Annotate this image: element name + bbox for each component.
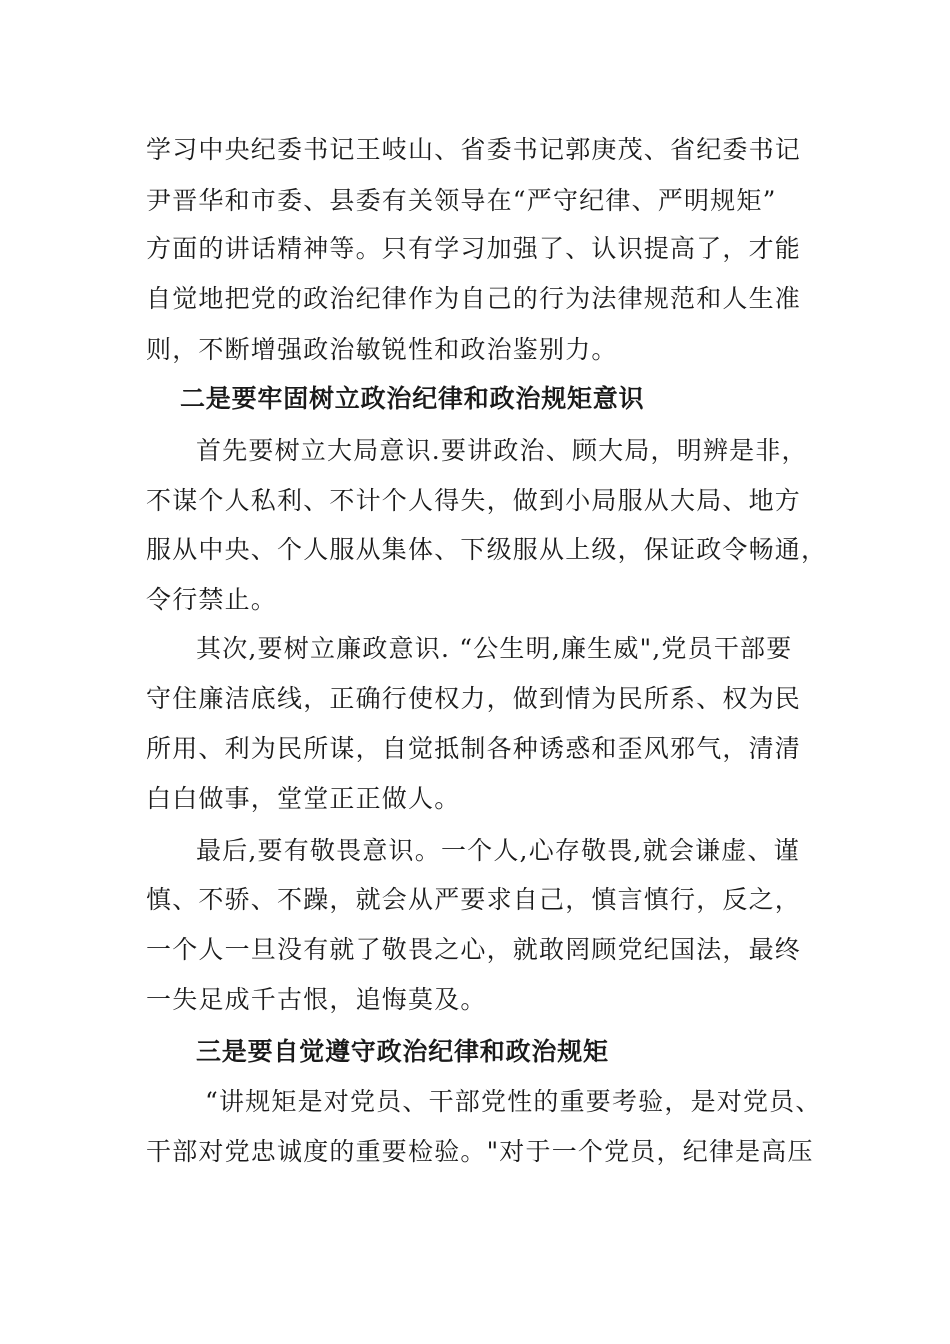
paragraph-line: 干部对党忠诚度的重要检验。"对于一个党员，纪律是高压	[146, 1137, 814, 1166]
paragraph-line: 最后,要有敬畏意识。一个人,心存敬畏,就会谦虚、谨	[196, 836, 800, 865]
section-heading-3: 三是要自觉遵守政治纪律和政治规矩	[196, 1037, 609, 1066]
paragraph-line: 首先要树立大局意识.要讲政治、顾大局，明辨是非，	[196, 436, 808, 465]
paragraph-line: 学习中央纪委书记王岐山、省委书记郭庚茂、省纪委书记	[146, 135, 802, 164]
section-heading-2: 二是要牢固树立政治纪律和政治规矩意识	[180, 384, 645, 413]
paragraph-line: 尹晋华和市委、县委有关领导在“严守纪律、严明规矩”	[146, 186, 777, 215]
paragraph-line: 所用、利为民所谋，自觉抵制各种诱惑和歪风邪气，清清	[146, 734, 802, 763]
paragraph-line: 其次,要树立廉政意识. “公生明,廉生威",党员干部要	[196, 634, 793, 663]
paragraph-line: 则，不断增强政治敏锐性和政治鉴别力。	[146, 335, 618, 364]
paragraph-line: 方面的讲话精神等。只有学习加强了、认识提高了，才能	[146, 234, 802, 263]
paragraph-line: 自觉地把党的政治纪律作为自己的行为法律规范和人生准	[146, 284, 802, 313]
paragraph-line: 守住廉洁底线，正确行使权力，做到情为民所系、权为民	[146, 684, 802, 713]
paragraph-line: 服从中央、个人服从集体、下级服从上级，保证政令畅通，	[146, 535, 828, 564]
paragraph-line: 白白做事，堂堂正正做人。	[146, 784, 461, 813]
paragraph-line: 一失足成千古恨，追悔莫及。	[146, 985, 487, 1014]
paragraph-line: 不谋个人私利、不计个人得失，做到小局服从大局、地方	[146, 486, 802, 515]
paragraph-line: 一个人一旦没有就了敬畏之心，就敢罔顾党纪国法，最终	[146, 935, 802, 964]
paragraph-line: 慎、不骄、不躁，就会从严要求自己，慎言慎行，反之，	[146, 885, 802, 914]
paragraph-line: 令行禁止。	[146, 585, 278, 614]
paragraph-line: “讲规矩是对党员、干部党性的重要考验，是对党员、	[205, 1087, 822, 1116]
